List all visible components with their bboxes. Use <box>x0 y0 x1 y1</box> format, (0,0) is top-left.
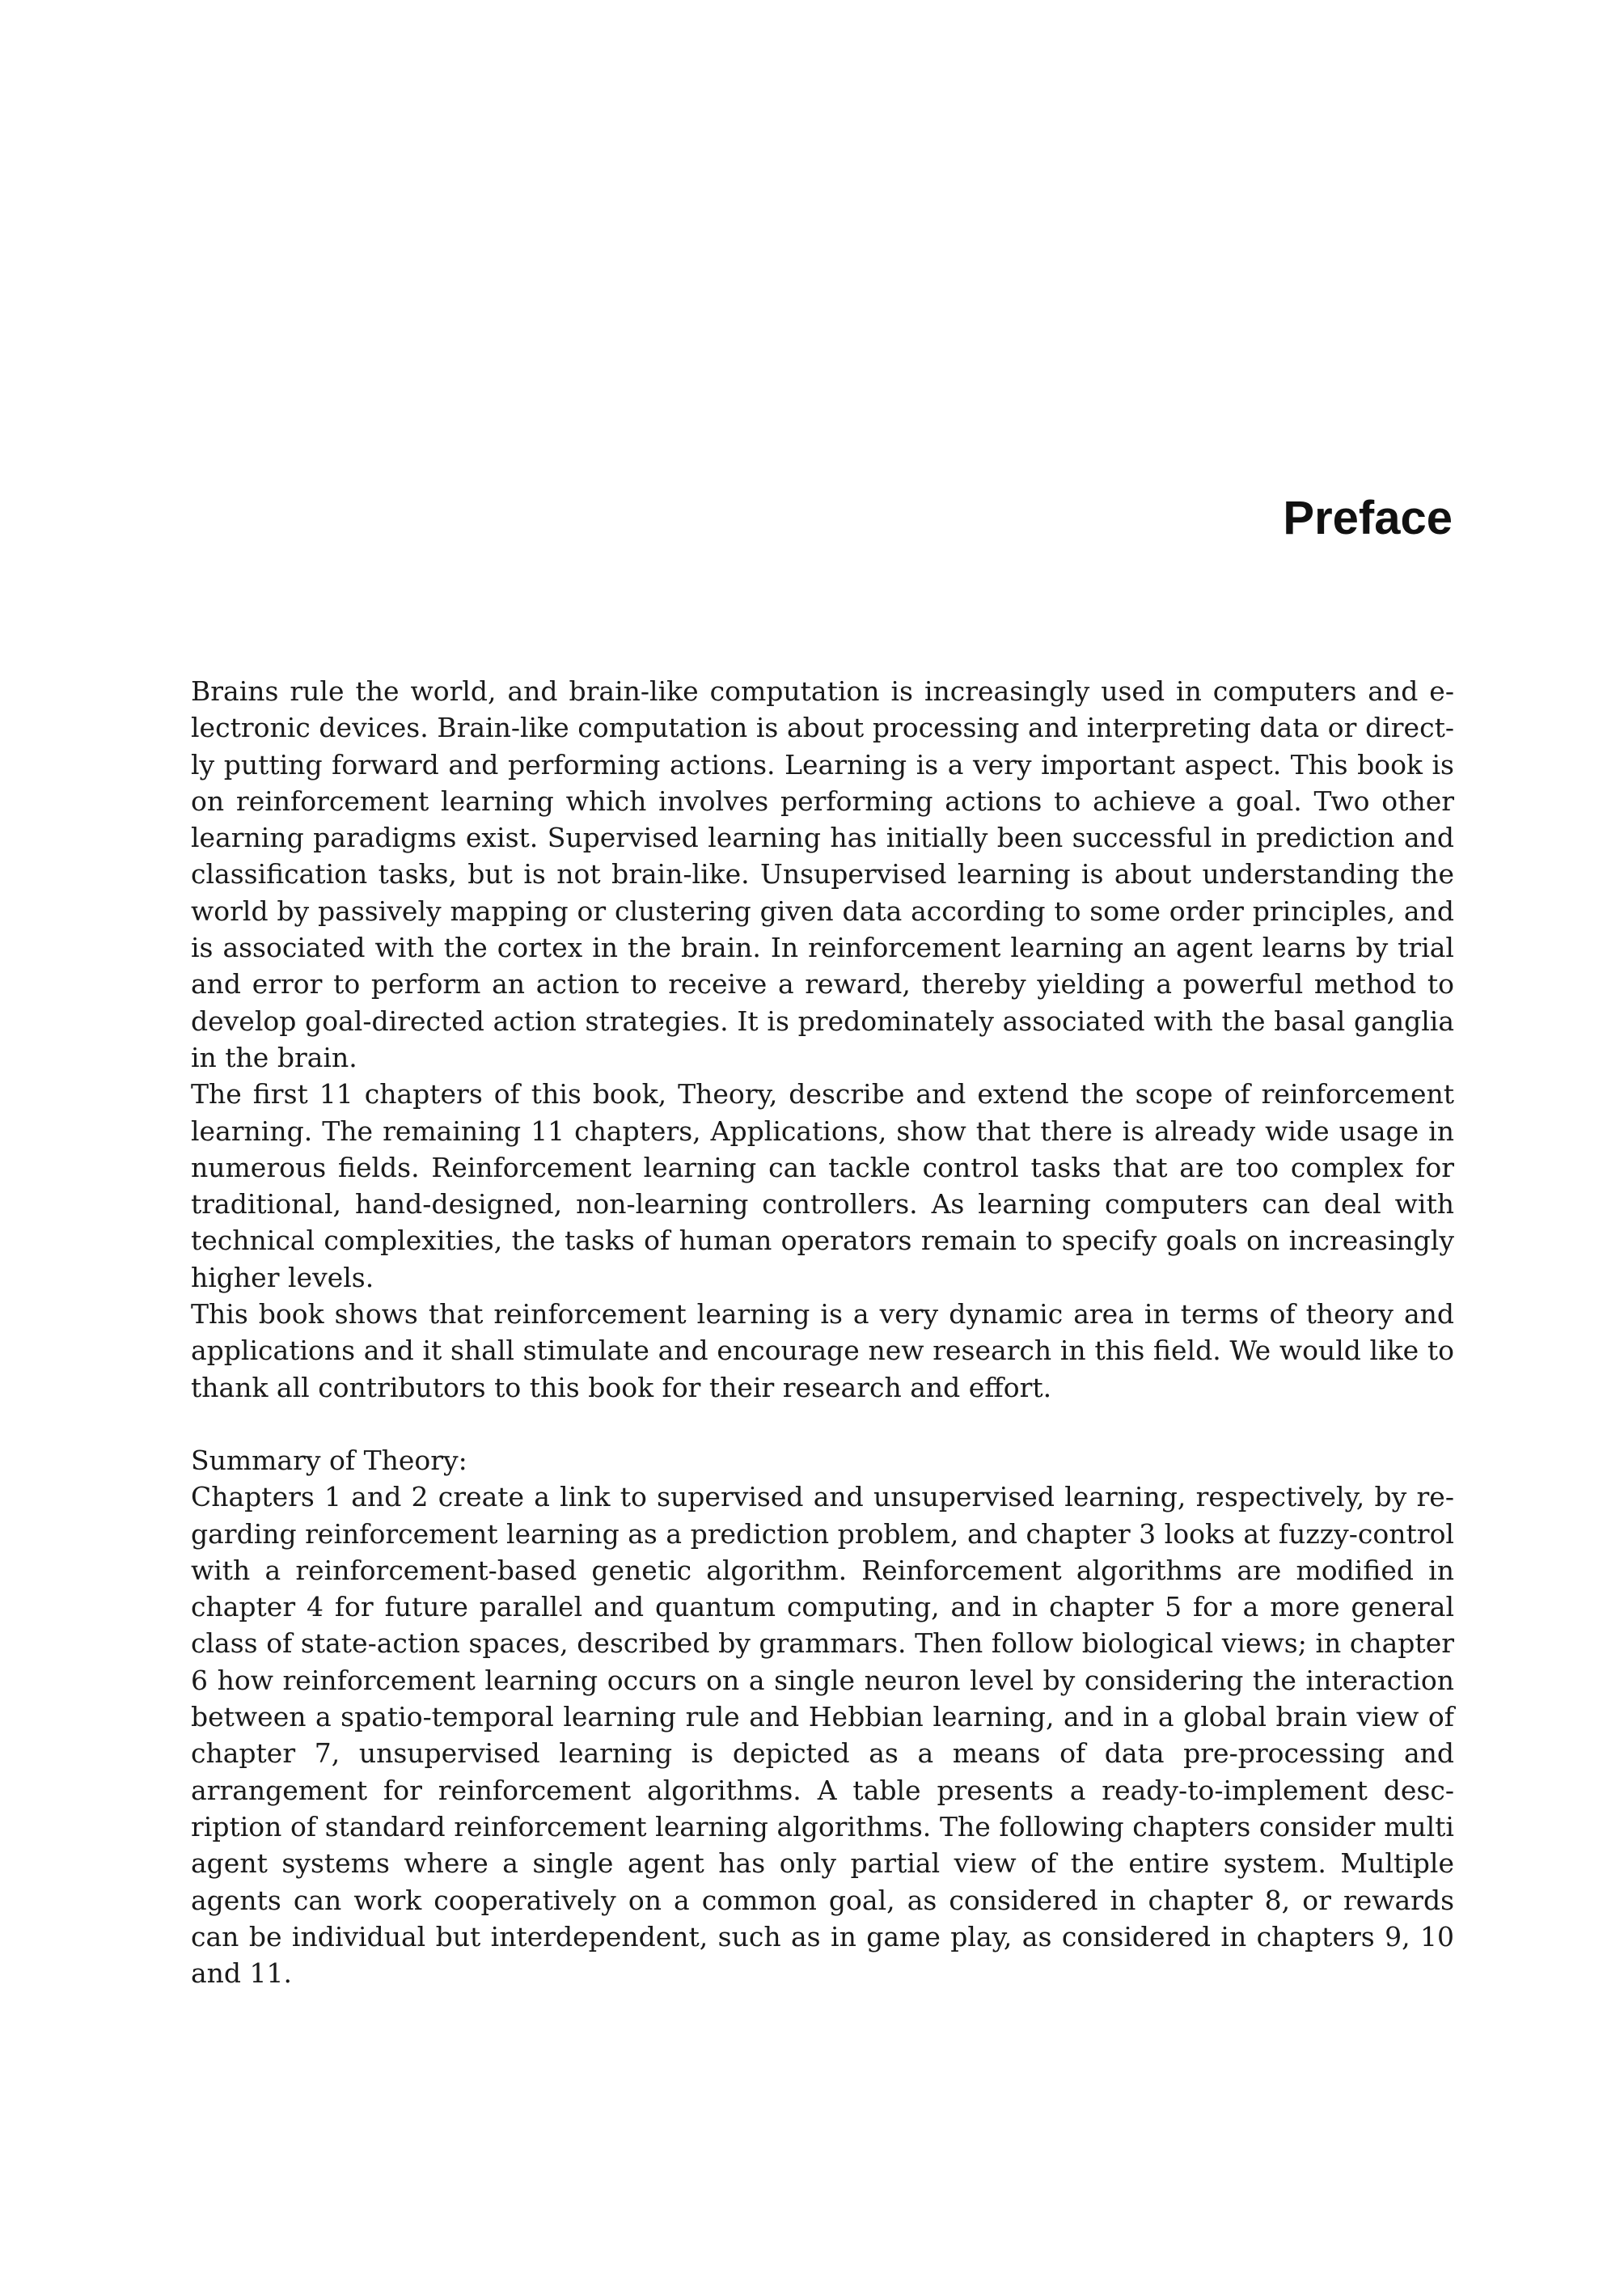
page-title: Preface <box>1283 492 1453 544</box>
paragraph-acknowledgement: This book shows that reinforcement learning is a very dynamic area in terms of theory and applications and it shall stimulate and encourage new research in this field. We would like to thank all contributors to this book for their research and effort. <box>191 1298 1454 1403</box>
summary-heading: Summary of Theory: <box>191 1444 467 1476</box>
paragraph-book-structure: The first 11 chapters of this book, Theory, describe and extend the scope of reinforcement learning. The remaining 11 chapters, Applications, show that there is already wide usage in numerous fields. Reinforcement learning can tackle control tasks that are too complex for traditional, hand-designed, non-learning controllers. As learning computers can deal with technical complexities, the tasks of human operators remain to specify goals on increasingly higher levels. <box>191 1078 1454 1293</box>
paragraph-intro: Brains rule the world, and brain-like computation is increasingly used in computers and electronic devices. Brain-like computation is about processing and interpreting data or directly putting forward and performing actions. Learning is a very important aspect. This book is on reinforcement learning which involves performing actions to achieve a goal. Two other learning paradigms exist. Supervised learning has initially been successful in prediction and classification tasks, but is not brain-like. Unsupervised learning is about understanding the world by passively mapping or clustering given data according to some order principles, and is associated with the cortex in the brain. In reinforcement learning an agent learns by trial and error to perform an action to receive a reward, thereby yielding a powerful method to develop goal-directed action strategies. It is predominately associated with the basal ganglia in the brain. <box>191 675 1454 1073</box>
preface-body <box>191 673 1454 1991</box>
summary-paragraph: Chapters 1 and 2 create a link to supervised and unsupervised learning, respectively, by regarding reinforcement learning as a prediction problem, and chapter 3 looks at fuzzy-control with a reinforcement-based genetic algorithm. Reinforcement algorithms are modified in chapter 4 for future parallel and quantum computing, and in chapter 5 for a more general class of state-action spaces, described by grammars. Then follow biological views; in chapter 6 how reinforcement learning occurs on a single neuron level by considering the interaction between a spatio-temporal learning rule and Hebbian learning, and in a global brain view of chapter 7, unsupervised learning is depicted as a means of data pre-processing and arrangement for reinforcement algorithms. A table presents a ready-to-implement description of standard reinforcement learning algorithms. The following chapters consider multi agent systems where a single agent has only partial view of the entire system. Multiple agents can work cooperatively on a common goal, as considered in chapter 8, or rewards can be individual but interdependent, such as in game play, as considered in chapters 9, 10 and 11. <box>191 1481 1454 1990</box>
